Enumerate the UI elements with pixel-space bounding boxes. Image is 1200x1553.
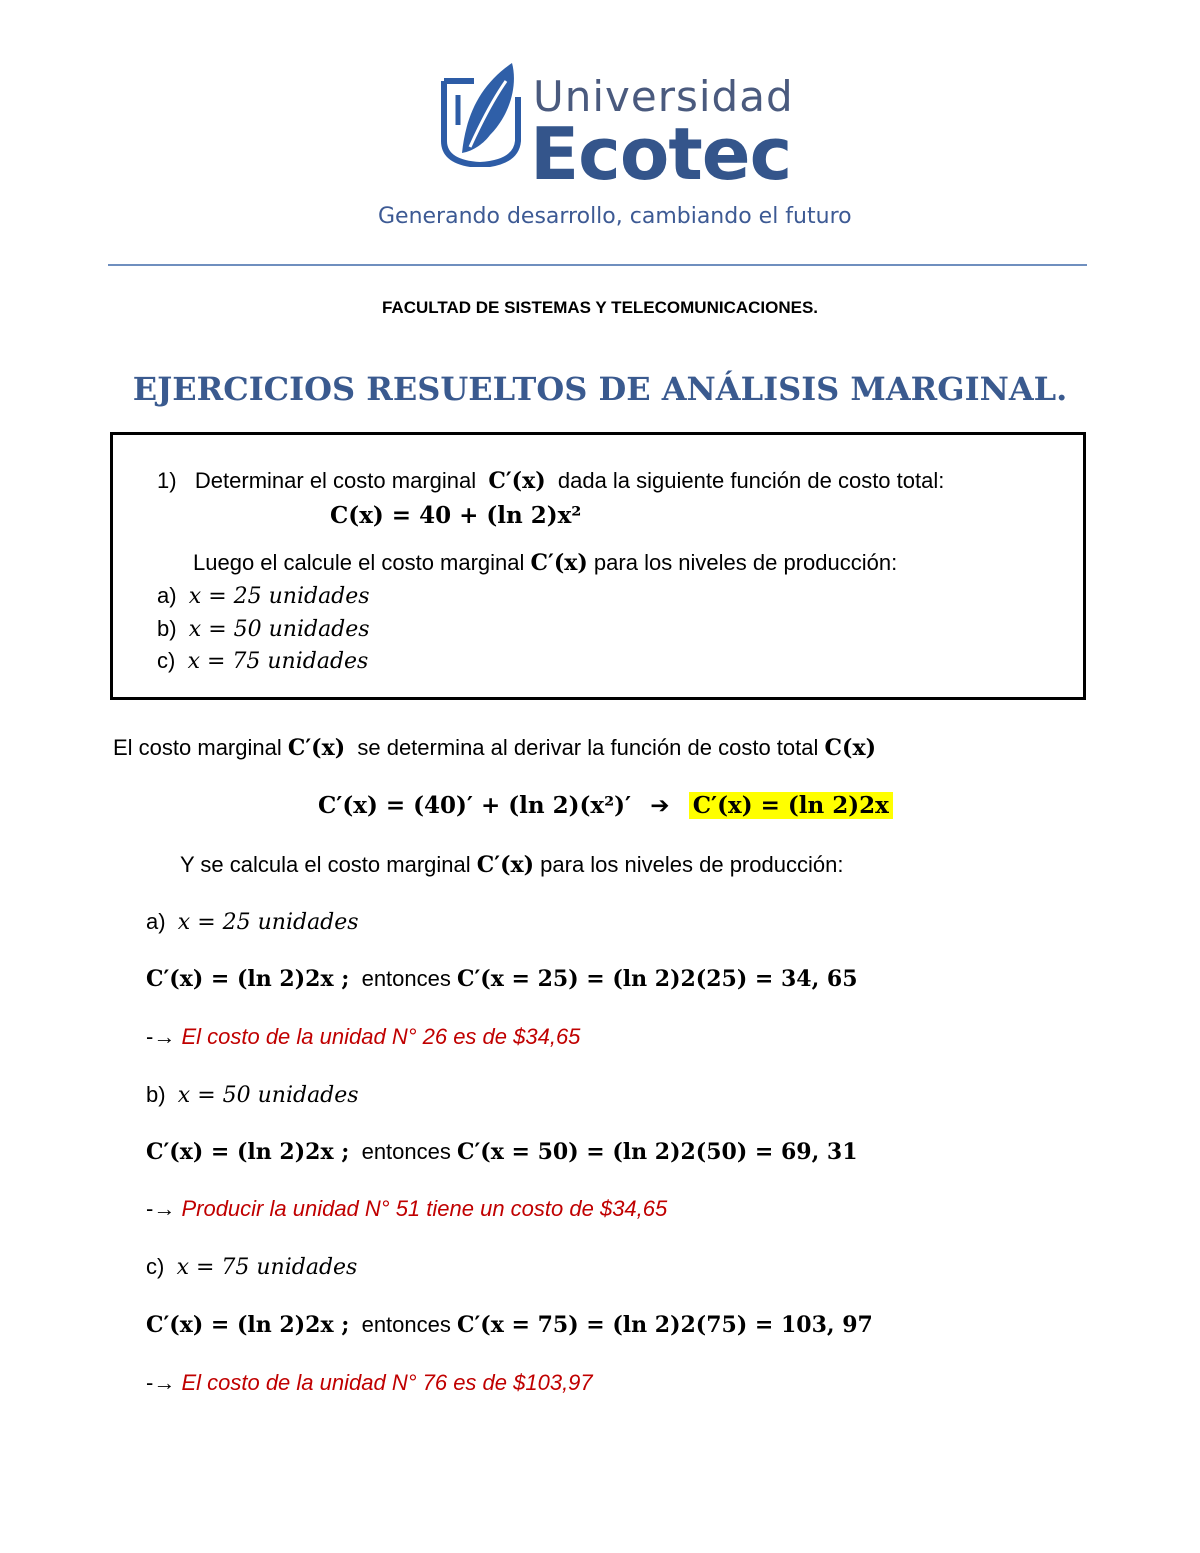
problem-item-c: c) x = 75 unidades — [157, 648, 369, 674]
case-c-formula: C′(x) = (ln 2)2x ; entonces C′(x = 75) = (ln 2)2(75) = 103, 97 — [146, 1312, 873, 1338]
calc-intro: Y se calcula el costo marginal C′(x) para los niveles de producción: — [180, 852, 844, 878]
case-c-note: -→ El costo de la unidad N° 76 es de $103,97 — [146, 1370, 593, 1395]
header-divider — [108, 264, 1087, 266]
case-a-formula: C′(x) = (ln 2)2x ; entonces C′(x = 25) = (ln 2)2(25) = 34, 65 — [146, 966, 858, 992]
problem-number: 1) — [157, 468, 177, 493]
logo-text-universidad: Universidad — [533, 72, 794, 121]
case-a-note: -→ El costo de la unidad N° 26 es de $34,65 — [146, 1024, 581, 1049]
case-b-note: -→ Producir la unidad N° 51 tiene un costo de $34,65 — [146, 1196, 668, 1221]
page-title: EJERCICIOS RESUELTOS DE ANÁLISIS MARGINAL. — [132, 370, 1068, 408]
solution-intro: El costo marginal C′(x) se determina al derivar la función de costo total C(x) — [113, 735, 876, 761]
case-c-header: c) x = 75 unidades — [146, 1254, 358, 1280]
marginal-cost-symbol: C′(x) — [488, 468, 546, 494]
problem-then-line: Luego el calcule el costo marginal C′(x) para los niveles de producción: — [193, 550, 898, 576]
total-cost-function: C(x) = 40 + (ln 2)x² — [330, 502, 582, 529]
case-b-header: b) x = 50 unidades — [146, 1082, 359, 1108]
case-b-formula: C′(x) = (ln 2)2x ; entonces C′(x = 50) = (ln 2)2(50) = 69, 31 — [146, 1139, 858, 1165]
arrow-icon: ➔ — [650, 793, 670, 819]
faculty-heading: FACULTAD DE SISTEMAS Y TELECOMUNICACIONES. — [381, 298, 819, 317]
logo-text-ecotec: Ecotec — [530, 112, 792, 196]
problem-statement: 1) Determinar el costo marginal C′(x) dada la siguiente función de costo total: — [157, 468, 945, 494]
problem-item-b: b) x = 50 unidades — [157, 616, 370, 642]
case-a-header: a) x = 25 unidades — [146, 909, 359, 935]
logo-tagline: Generando desarrollo, cambiando el futuro — [378, 204, 852, 229]
university-logo-icon — [440, 55, 525, 167]
derivation-line: C′(x) = (40)′ + (ln 2)(x²)′ ➔ C′(x) = (ln 2)2x — [318, 792, 893, 819]
problem-item-a: a) x = 25 unidades — [157, 583, 370, 609]
derivative-result: C′(x) = (ln 2)2x — [689, 792, 893, 819]
